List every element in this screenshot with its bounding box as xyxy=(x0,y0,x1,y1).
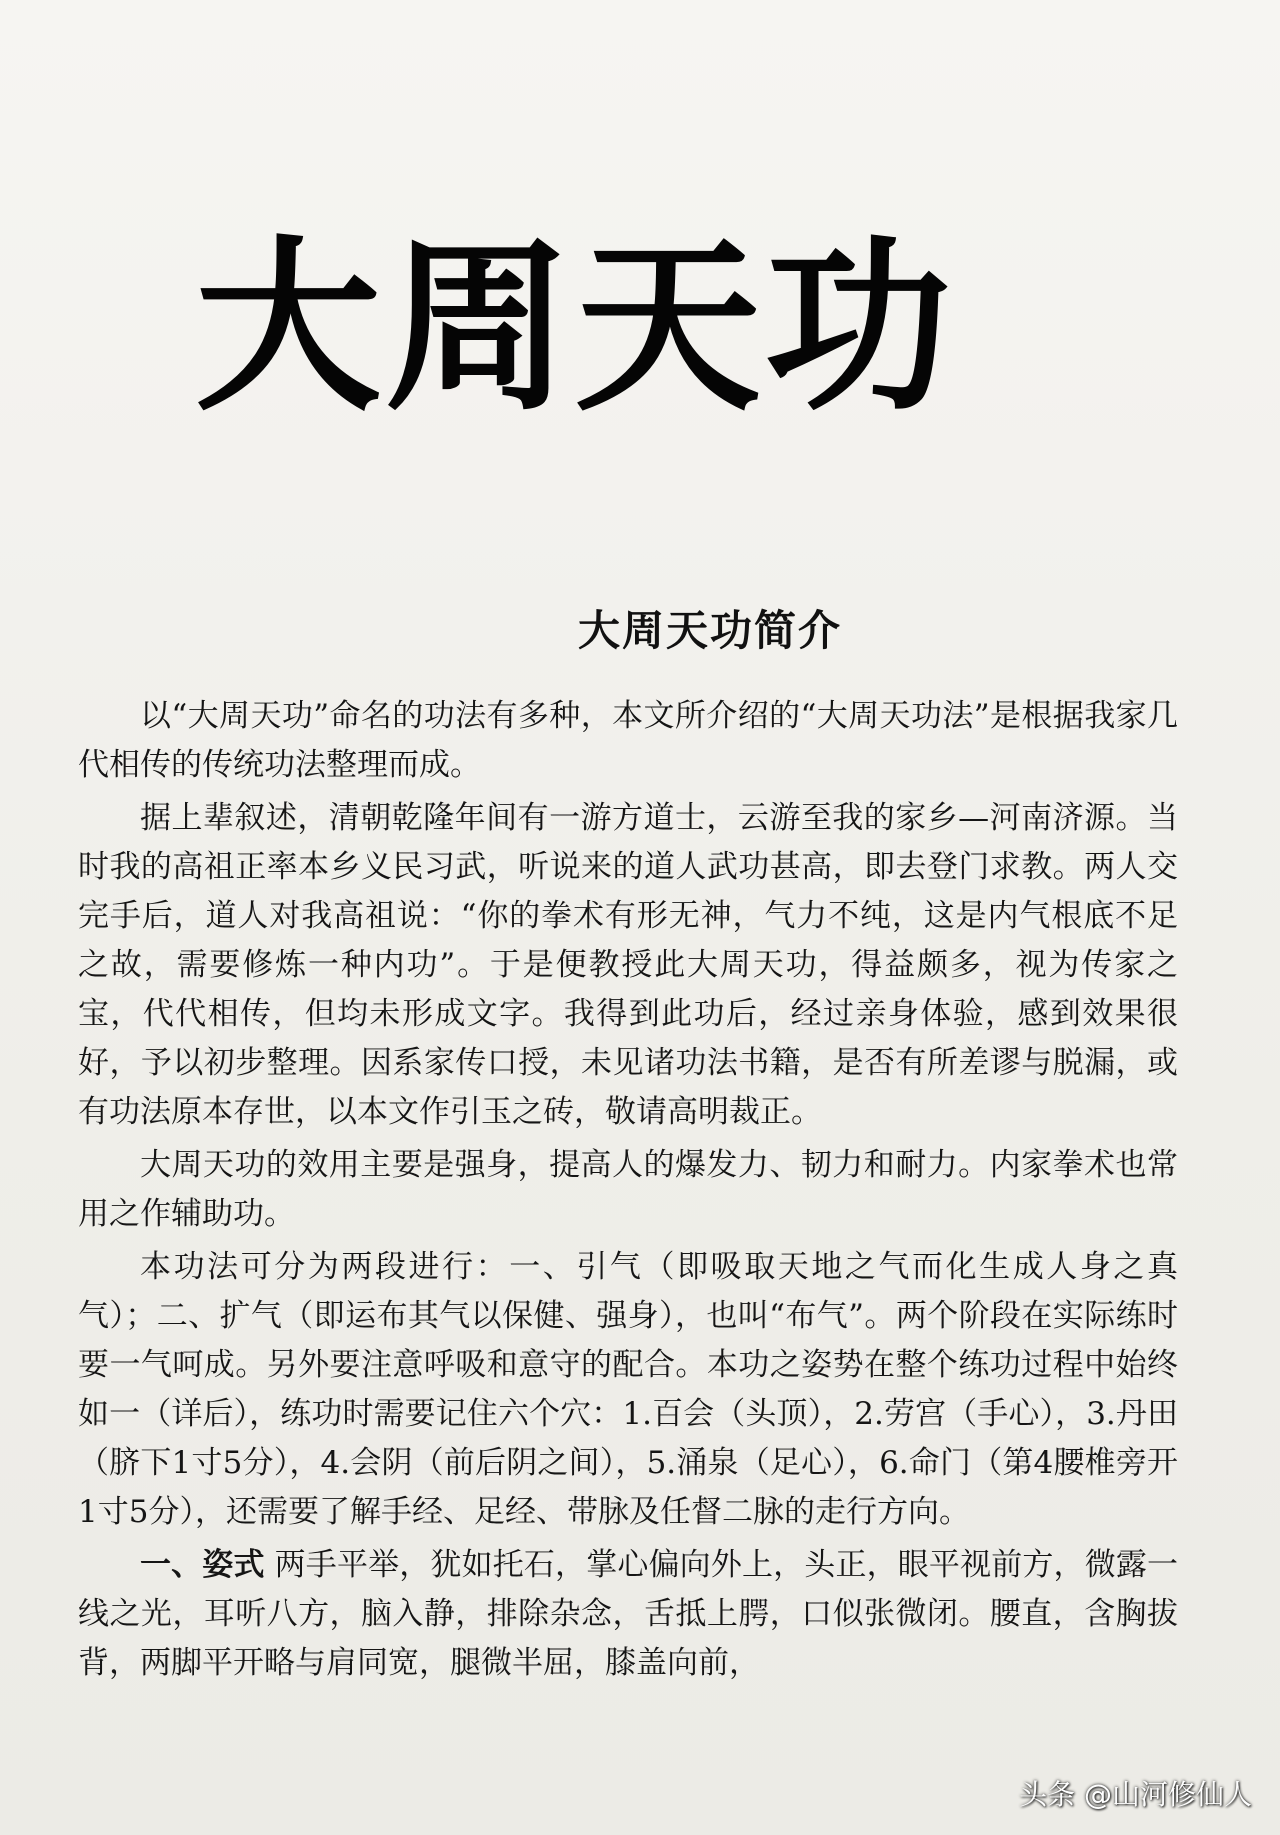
paragraph-3: 大周天功的效用主要是强身，提高人的爆发力、韧力和耐力。内家拳术也常用之作辅助功。 xyxy=(78,1147,1178,1232)
section-heading: 一、姿式 xyxy=(140,1547,265,1583)
section-posture xyxy=(78,1541,1178,1688)
paragraph-1: 以“大周天功”命名的功法有多种，本文所介绍的“大周天功法”是根据我家几代相传的传统功法整理而成。 xyxy=(78,698,1178,783)
paragraph-4: 本功法可分为两段进行：一、引气（即吸取天地之气而化生成人身之真气）；二、扩气（即运布其气以保健、强身），也叫“布气”。两个阶段在实际练时要一气呵成。另外要注意呼吸和意守的配合。本功之姿势在整个练功过程中始终如一（详后），练功时需要记住六个穴：1.百会（头顶），2.劳宫（手心），3.丹田（脐下1寸5分），4.会阴（前后阴之间），5.涌泉（足心），6.命门（第4腰椎旁开1寸5分），还需要了解手经、足经、带脉及任督二脉的走行方向。 xyxy=(78,1249,1178,1530)
article-body xyxy=(78,692,1178,1692)
main-title: 大周天功 xyxy=(195,219,956,436)
section-text: 两手平举，犹如托石，掌心偏向外上，头正，眼平视前方，微露一线之光，耳听八方，脑入静，排除杂念，舌抵上腭，口似张微闭。腰直，含胸拔背，两脚平开略与肩同宽，腿微半屈，膝盖向前， xyxy=(78,1547,1178,1681)
paragraph-2: 据上辈叙述，清朝乾隆年间有一游方道士，云游至我的家乡—河南济源。当时我的高祖正率本乡义民习武，听说来的道人武功甚高，即去登门求教。两人交完手后，道人对我高祖说：“你的拳术有形无神，气力不纯，这是内气根底不足之故，需要修炼一种内功”。于是便教授此大周天功，得益颇多，视为传家之宝，代代相传，但均未形成文字。我得到此功后，经过亲身体验，感到效果很好，予以初步整理。因系家传口授，未见诸功法书籍，是否有所差谬与脱漏，或有功法原本存世，以本文作引玉之砖，敬请高明裁正。 xyxy=(78,800,1178,1130)
article-subtitle: 大周天功简介 xyxy=(578,606,843,655)
source-watermark: 头条 @山河修仙人 xyxy=(1019,1778,1252,1811)
